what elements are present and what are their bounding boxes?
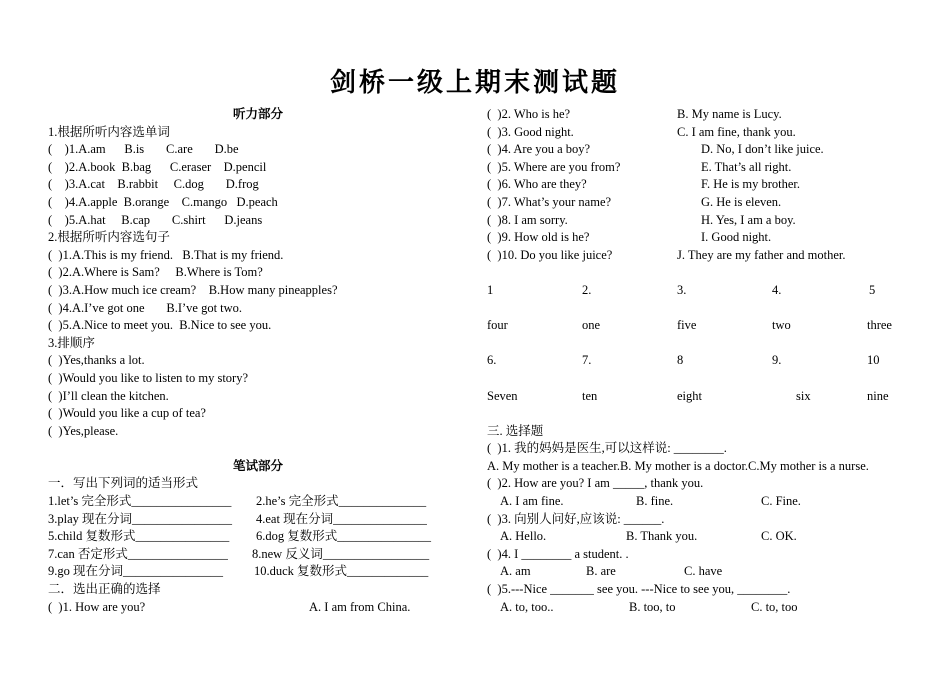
number-label: 7.	[582, 353, 592, 368]
word-form-row	[48, 528, 468, 546]
word-form-row	[48, 546, 468, 564]
question-line: ( )Would you like a cup of tea?	[48, 406, 206, 421]
word-form-item: 5.child 复数形式_______________	[48, 529, 230, 544]
right-column	[487, 106, 917, 616]
matching-question: ( )4. Are you a boy?	[487, 142, 591, 157]
question-line: ( )5.A.Nice to meet you. B.Nice to see you.	[48, 318, 272, 333]
spacer	[487, 264, 917, 282]
matching-question: ( )10. Do you like juice?	[487, 247, 613, 262]
written-heading: 笔试部分	[232, 458, 283, 473]
word-form-item: 6.dog 复数形式_______________	[256, 529, 432, 544]
matching-answer: G. He is eleven.	[701, 194, 782, 209]
question-line: ( )Yes,thanks a lot.	[48, 353, 145, 368]
number-word: Seven	[487, 388, 518, 403]
matching-row	[487, 106, 917, 124]
word-form-item: 7.can 否定形式________________	[48, 546, 228, 561]
number-word: nine	[867, 388, 889, 403]
matching-answer: I. Good night.	[701, 230, 772, 245]
choice-options	[487, 528, 917, 546]
question-line: ( )Would you like to listen to my story?	[48, 370, 249, 385]
matching-row	[48, 599, 468, 617]
word-form-row	[48, 563, 468, 581]
matching-question: ( )6. Who are they?	[487, 177, 587, 192]
matching-row	[487, 141, 917, 159]
matching-row	[487, 194, 917, 212]
choice-option: B. fine.	[636, 494, 674, 509]
matching-answer: J. They are my father and mother.	[677, 247, 846, 262]
matching-question: ( )3. Good night.	[487, 124, 574, 139]
number-row	[487, 282, 917, 317]
question-line: ( )Yes,please.	[48, 423, 119, 438]
choice-question: ( )2. How are you? I am _____, thank you.	[487, 476, 704, 491]
number-label: 3.	[677, 282, 687, 297]
choice-question: ( )1. 我的妈妈是医生,可以这样说: ________.	[487, 441, 727, 456]
listening-part3-title: 3.排顺序	[48, 335, 95, 350]
choice-option: A. I am fine.	[500, 494, 564, 509]
number-word: six	[796, 388, 811, 403]
number-label: 5	[869, 282, 876, 297]
number-word: eight	[677, 388, 702, 403]
number-row	[487, 352, 917, 387]
number-label: 10	[867, 353, 880, 368]
matching-question: ( )1. How are you?	[48, 599, 146, 614]
word-form-item: 4.eat 现在分词_______________	[256, 511, 427, 526]
number-word: ten	[582, 388, 598, 403]
choice-options	[487, 599, 917, 617]
choice-options: A. My mother is a teacher.B. My mother is a doctor.C.My mother is a nurse.	[487, 458, 869, 473]
word-form-item: 1.let’s 完全形式________________	[48, 494, 232, 509]
matching-answer: A. I am from China.	[309, 599, 411, 614]
matching-row	[487, 124, 917, 142]
choice-options	[487, 563, 917, 581]
left-column	[48, 106, 468, 616]
number-word: three	[867, 318, 892, 333]
number-label: 6.	[487, 353, 497, 368]
word-form-item: 2.he’s 完全形式______________	[256, 494, 427, 509]
question-line: ( )4.A.I’ve got one B.I’ve got two.	[48, 300, 243, 315]
choice-option: C. OK.	[761, 529, 797, 544]
matching-row	[487, 247, 917, 265]
number-word: one	[582, 318, 601, 333]
matching-row	[487, 159, 917, 177]
choice-option: C. Fine.	[761, 494, 801, 509]
choice-title: 三. 选择题	[487, 423, 544, 438]
number-label: 2.	[582, 282, 592, 297]
matching-answer: D. No, I don’t like juice.	[701, 142, 824, 157]
choice-question: ( )4. I ________ a student. .	[487, 546, 629, 561]
matching-question: ( )7. What’s your name?	[487, 194, 612, 209]
word-form-item: 10.duck 复数形式_____________	[254, 564, 429, 579]
matching-question: ( )9. How old is he?	[487, 230, 590, 245]
word-form-row	[48, 493, 468, 511]
choice-question: ( )3. 向别人问好,应该说: ______.	[487, 511, 665, 526]
choice-option: B. too, to	[629, 599, 676, 614]
choice-option: C. to, too	[751, 599, 798, 614]
listening-part1-title: 1.根据所听内容选单词	[48, 124, 170, 139]
matching-question: ( )5. Where are you from?	[487, 159, 621, 174]
matching-answer: H. Yes, I am a boy.	[701, 212, 796, 227]
listening-part2-title: 2.根据所听内容选句子	[48, 230, 170, 245]
spacer	[48, 440, 468, 458]
matching-answer: C. I am fine, thank you.	[677, 124, 796, 139]
page-title: 剑桥一级上期末测试题	[329, 68, 620, 98]
question-line: ( )3.A.cat B.rabbit C.dog D.frog	[48, 177, 259, 192]
choice-option: B. are	[586, 564, 616, 579]
matching-answer: B. My name is Lucy.	[677, 107, 782, 121]
question-line: ( )I’ll clean the kitchen.	[48, 388, 169, 403]
question-line: ( )1.A.am B.is C.are D.be	[48, 142, 239, 157]
matching-row	[487, 176, 917, 194]
word-form-item: 8.new 反义词_________________	[252, 546, 430, 561]
word-form-item: 9.go 现在分词________________	[48, 564, 224, 579]
matching-answer: F. He is my brother.	[701, 177, 800, 192]
matching-row	[487, 229, 917, 247]
number-label: 4.	[772, 282, 782, 297]
choice-option: A. Hello.	[500, 529, 547, 544]
choice-option: B. Thank you.	[626, 529, 698, 544]
listening-heading: 听力部分	[232, 107, 283, 121]
number-label: 9.	[772, 353, 782, 368]
matching-question: ( )8. I am sorry.	[487, 212, 568, 227]
matching-question: ( )2. Who is he?	[487, 107, 571, 121]
written-part2-title: 二．选出正确的选择	[48, 582, 161, 597]
word-form-row	[48, 511, 468, 529]
choice-option: A. am	[500, 564, 531, 579]
question-line: ( )1.A.This is my friend. B.That is my friend.	[48, 247, 284, 262]
number-word-row	[487, 388, 917, 423]
number-label: 1	[487, 282, 494, 297]
question-line: ( )2.A.book B.bag C.eraser D.pencil	[48, 159, 267, 174]
number-word: four	[487, 318, 508, 333]
matching-answer: E. That’s all right.	[701, 159, 792, 174]
number-word: five	[677, 318, 697, 333]
word-form-item: 3.play 现在分词________________	[48, 511, 233, 526]
choice-option: C. have	[684, 564, 723, 579]
choice-option: A. to, too..	[500, 599, 554, 614]
question-line: ( )4.A.apple B.orange C.mango D.peach	[48, 194, 278, 209]
written-part1-title: 一．写出下列词的适当形式	[48, 476, 199, 491]
question-line: ( )3.A.How much ice cream? B.How many pineapples?	[48, 282, 338, 297]
question-line: ( )2.A.Where is Sam? B.Where is Tom?	[48, 265, 263, 280]
number-word: two	[772, 318, 791, 333]
choice-options	[487, 493, 917, 511]
number-word-row	[487, 317, 917, 352]
matching-row	[487, 212, 917, 230]
question-line: ( )5.A.hat B.cap C.shirt D.jeans	[48, 212, 263, 227]
choice-question: ( )5.---Nice _______ see you. ---Nice to see you, ________.	[487, 582, 791, 597]
number-label: 8	[677, 353, 684, 368]
